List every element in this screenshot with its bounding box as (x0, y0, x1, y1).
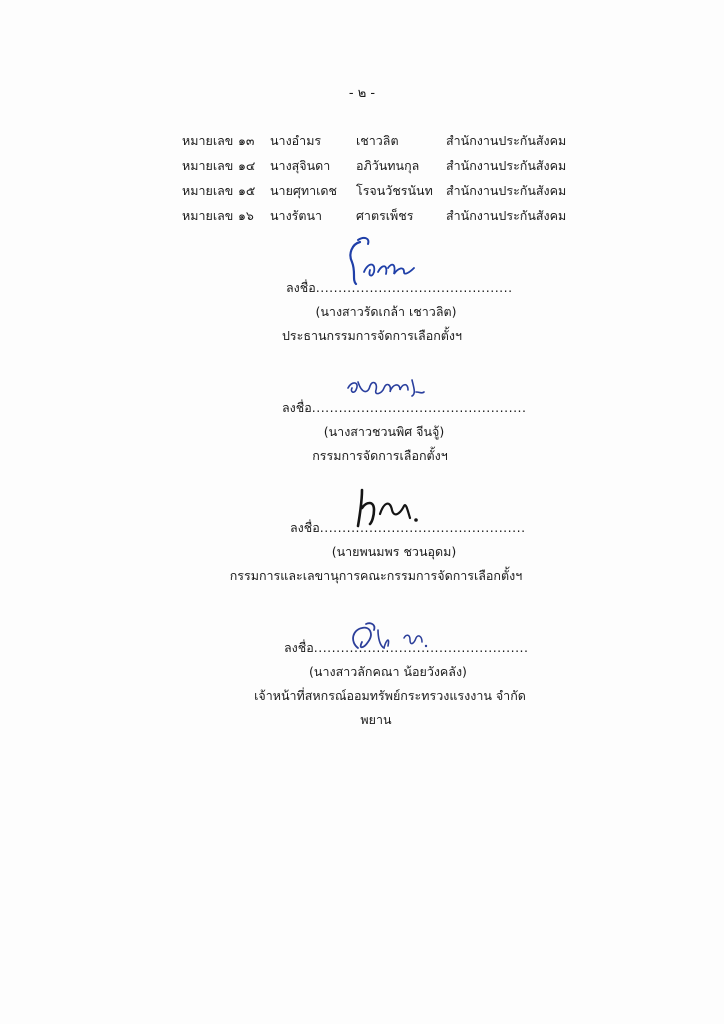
member-list (182, 128, 586, 228)
signer-position: เจ้าหน้าที่สหกรณ์ออมทรัพย์กระทรวงแรงงาน จำกัด (254, 688, 526, 703)
signer-role: พยาน (360, 712, 392, 727)
sign-label: ลงชื่อ (282, 400, 312, 415)
signature-line-3 (290, 518, 526, 538)
signer-name: (นางสาวชวนพิศ จีนจู้) (323, 424, 445, 439)
member-row (182, 178, 586, 203)
member-row (182, 203, 586, 228)
signer-position: ประธานกรรมการจัดการเลือกตั้งฯ (281, 328, 463, 343)
signature-line-2 (282, 398, 527, 418)
member-number: ๑๔ (238, 157, 256, 173)
signer-name: (นางสาวรัดเกล้า เชาวลิต) (315, 304, 457, 319)
sign-label: ลงชื่อ (290, 520, 320, 535)
member-first-name: นายศุทาเดช (270, 182, 337, 198)
page-number: - ๒ - (348, 86, 376, 101)
signer-position: กรรมการและเลขานุการคณะกรรมการจัดการเลือกตั้งฯ (229, 568, 523, 583)
signature-line-4 (284, 638, 529, 658)
member-last-name: โรจนวัชรนันท (356, 182, 433, 198)
signature-dots: ................................................ (313, 640, 529, 655)
signature-line-1 (286, 278, 513, 298)
member-office: สำนักงานประกันสังคม (446, 132, 567, 148)
member-number: ๑๕ (238, 182, 256, 198)
signature-dots: ............................................ (315, 280, 513, 295)
member-label: หมายเลข (182, 182, 234, 198)
signer-position: กรรมการจัดการเลือกตั้งฯ (312, 448, 448, 463)
member-first-name: นางอำมร (270, 132, 322, 148)
member-office: สำนักงานประกันสังคม (446, 207, 567, 223)
member-number: ๑๓ (238, 132, 255, 148)
signature-dots: ................................................ (311, 400, 527, 415)
signature-dots: .............................................. (319, 520, 526, 535)
member-label: หมายเลข (182, 207, 234, 223)
member-label: หมายเลข (182, 157, 234, 173)
member-last-name: อภิวันทนกุล (356, 157, 420, 173)
member-first-name: นางรัตนา (270, 207, 323, 223)
member-label: หมายเลข (182, 132, 234, 148)
member-last-name: ศาตรเพ็ชร (356, 207, 414, 223)
signer-name: (นางสาวลักคณา น้อยวังคลัง) (309, 664, 467, 679)
member-number: ๑๖ (238, 207, 254, 223)
member-office: สำนักงานประกันสังคม (446, 182, 567, 198)
signer-name: (นายพนมพร ชวนอุดม) (331, 544, 457, 559)
sign-label: ลงชื่อ (286, 280, 316, 295)
member-last-name: เชาวลิต (356, 132, 399, 148)
sign-label: ลงชื่อ (284, 640, 314, 655)
member-row (182, 128, 586, 153)
member-row (182, 153, 586, 178)
member-first-name: นางสุจินดา (270, 157, 331, 173)
member-office: สำนักงานประกันสังคม (446, 157, 567, 173)
